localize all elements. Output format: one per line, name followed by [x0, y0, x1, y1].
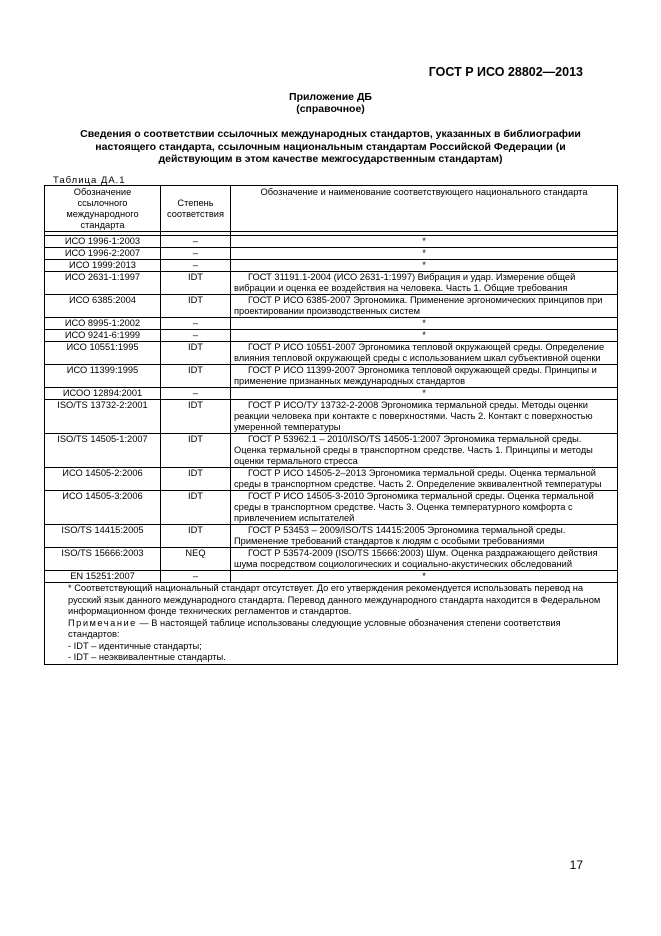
- reference-standard-cell: ИСО 6385:2004: [45, 295, 161, 318]
- conformity-degree-cell: –: [161, 236, 231, 248]
- conformity-degree-cell: IDT: [161, 525, 231, 548]
- table-row: [45, 248, 618, 260]
- table-row: [45, 295, 618, 318]
- reference-standard-cell: ИСОО 12894:2001: [45, 388, 161, 400]
- document-code: ГОСТ Р ИСО 28802—2013: [428, 65, 583, 79]
- appendix-title: Приложение ДБ: [289, 91, 372, 103]
- reference-standard-cell: ИСО 11399:1995: [45, 365, 161, 388]
- conformity-degree-cell: –: [161, 248, 231, 260]
- table-caption: Таблица ДА.1: [53, 175, 126, 186]
- note-text: — В настоящей таблице использованы следующие условные обозначения степени соответствия стандартов:: [68, 617, 561, 639]
- national-standard-cell: [231, 365, 618, 388]
- reference-standard-cell: ISO/TS 14415:2005: [45, 525, 161, 548]
- table-row: [45, 236, 618, 248]
- legend-item: - IDT – идентичные стандарты;: [68, 640, 202, 651]
- table-row: [45, 388, 618, 400]
- reference-standard-cell: ISO/TS 15666:2003: [45, 548, 161, 571]
- table-header-row: [45, 186, 618, 232]
- conformity-degree-cell: IDT: [161, 365, 231, 388]
- table-footnote: [45, 583, 618, 665]
- table-row: [45, 365, 618, 388]
- national-standard-cell: [231, 342, 618, 365]
- national-standard-text: ГОСТ Р ИСО 10551-2007 Эргономика тепловой окружающей среды. Определение влияния тепловой окружающей среды с использованием шкал субъективной оценки: [234, 342, 605, 363]
- national-standard-cell: [231, 295, 618, 318]
- table-row: [45, 342, 618, 365]
- column-header: Степень соответствия: [161, 186, 231, 232]
- note-paragraph: [48, 618, 614, 641]
- conformity-degree-cell: –: [161, 260, 231, 272]
- table-row: [45, 571, 618, 583]
- national-standard-text: ГОСТ Р ИСО 14505-2–2013 Эргономика термальной среды. Оценка термальной среды в транспортном средстве. Часть 2. Определение эквивалентной температуры: [234, 468, 602, 489]
- column-header: Обозначение и наименование соответствующего национального стандарта: [231, 186, 618, 232]
- table-row: [45, 468, 618, 491]
- national-standard-cell: [231, 548, 618, 571]
- conformity-degree-cell: IDT: [161, 295, 231, 318]
- conformity-degree-cell: IDT: [161, 272, 231, 295]
- reference-standard-cell: ИСО 10551:1995: [45, 342, 161, 365]
- national-standard-text: ГОСТ Р 53962.1 – 2010/ISO/TS 14505-1:2007 Эргономика термальной среды. Оценка термальной среды в транспортном средстве. Часть 1. Принципы и методы оценки термального стресса: [234, 434, 593, 466]
- national-standard-text: ГОСТ Р ИСО 11399-2007 Эргономика тепловой окружающей среды. Принципы и применение признанных международных стандартов: [234, 365, 597, 386]
- national-standard-cell: [231, 525, 618, 548]
- reference-standard-cell: ISO/TS 14505-1:2007: [45, 434, 161, 468]
- national-standard-cell: *: [231, 318, 618, 330]
- reference-standard-cell: ИСО 1996-2:2007: [45, 248, 161, 260]
- reference-standard-cell: ИСО 1996-1:2003: [45, 236, 161, 248]
- national-standard-cell: *: [231, 330, 618, 342]
- reference-standard-cell: ИСО 14505-2:2006: [45, 468, 161, 491]
- table-row: [45, 318, 618, 330]
- footnote-text: * Соответствующий национальный стандарт отсутствует. До его утверждения рекомендуется использовать перевод на русский язык данного международного стандарта. Перевод данного международного стандарта находится в Федеральном информационном фонде технических регламентов и стандартов.: [68, 583, 601, 616]
- national-standard-text: ГОСТ Р ИСО 6385-2007 Эргономика. Применение эргономических принципов при проектировании производственных систем: [234, 295, 603, 316]
- table-row: [45, 272, 618, 295]
- conformity-degree-cell: IDT: [161, 468, 231, 491]
- conformity-degree-cell: NEQ: [161, 548, 231, 571]
- appendix-title-block: [0, 91, 661, 115]
- reference-standard-cell: ИСО 9241-6:1999: [45, 330, 161, 342]
- national-standard-text: ГОСТ Р ИСО/ТУ 13732-2-2008 Эргономика термальной среды. Методы оценки реакции человека при контакте с поверхностями. Часть 2. Контакт с поверхностью умеренной температуры: [234, 400, 593, 432]
- section-heading: [44, 128, 617, 166]
- national-standard-cell: *: [231, 388, 618, 400]
- conformity-degree-cell: IDT: [161, 491, 231, 525]
- table-row: [45, 525, 618, 548]
- conformity-degree-cell: IDT: [161, 434, 231, 468]
- national-standard-text: ГОСТ 31191.1-2004 (ИСО 2631-1:1997) Вибрация и удар. Измерение общей вибрации и оценка ее воздействия на человека. Часть 1. Общие требования: [234, 272, 576, 293]
- heading-line: настоящего стандарта, ссылочным национальным стандартам Российской Федерации (и: [95, 140, 566, 153]
- conformity-degree-cell: –: [161, 318, 231, 330]
- reference-standard-cell: ИСО 1999:2013: [45, 260, 161, 272]
- conformity-degree-cell: –: [161, 330, 231, 342]
- national-standard-text: ГОСТ Р 53574-2009 (ISO/TS 15666:2003) Шум. Оценка раздражающего действия шума посредством социологических и социально-акустических обследований: [234, 548, 598, 569]
- reference-standard-cell: ИСО 2631-1:1997: [45, 272, 161, 295]
- national-standard-text: ГОСТ Р ИСО 14505-3-2010 Эргономика термальной среды. Оценка термальной среды в транспортном средстве. Часть 3. Оценка температурного комфорта с привлечением испытателей: [234, 491, 594, 523]
- table-footnote-row: [45, 583, 618, 665]
- table-row: [45, 260, 618, 272]
- note-label: Примечание: [68, 617, 137, 628]
- conformity-degree-cell: –: [161, 388, 231, 400]
- legend-item: - IDT – неэквивалентные стандарты.: [68, 652, 226, 662]
- table-row: [45, 434, 618, 468]
- national-standard-cell: *: [231, 260, 618, 272]
- table-row: [45, 548, 618, 571]
- heading-line: Сведения о соответствии ссылочных международных стандартов, указанных в библиографии: [80, 128, 581, 140]
- table-row: [45, 400, 618, 434]
- national-standard-cell: [231, 272, 618, 295]
- national-standard-cell: *: [231, 571, 618, 583]
- national-standard-cell: [231, 434, 618, 468]
- column-header: Обозначение ссылочного международного стандарта: [45, 186, 161, 232]
- national-standard-text: ГОСТ Р 53453 – 2009/ISO/TS 14415:2005 Эргономика термальной среды. Применение требований стандартов к людям с особыми требованиями: [234, 525, 566, 546]
- conformity-degree-cell: IDT: [161, 400, 231, 434]
- table-row: [45, 330, 618, 342]
- national-standard-cell: [231, 491, 618, 525]
- conformity-degree-cell: IDT: [161, 342, 231, 365]
- reference-standard-cell: ИСО 8995-1:2002: [45, 318, 161, 330]
- table-row: [45, 491, 618, 525]
- national-standard-cell: [231, 468, 618, 491]
- reference-standard-cell: EN 15251:2007: [45, 571, 161, 583]
- standards-table: [44, 185, 618, 665]
- reference-standard-cell: ISO/TS 13732-2:2001: [45, 400, 161, 434]
- national-standard-cell: *: [231, 236, 618, 248]
- appendix-subtitle: (справочное): [296, 103, 365, 115]
- national-standard-cell: *: [231, 248, 618, 260]
- reference-standard-cell: ИСО 14505-3:2006: [45, 491, 161, 525]
- national-standard-cell: [231, 400, 618, 434]
- page-number: 17: [569, 858, 583, 872]
- heading-line: действующим в этом качестве межгосударственным стандартам): [158, 153, 503, 165]
- conformity-degree-cell: –: [161, 571, 231, 583]
